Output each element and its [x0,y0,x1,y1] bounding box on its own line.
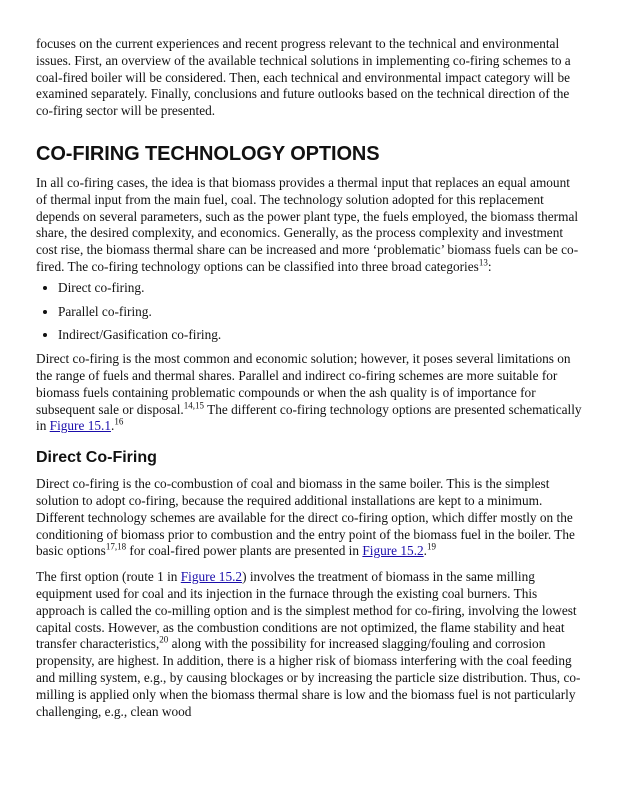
punctuation: . [423,543,427,559]
subsection-paragraph-2-mid: ) involves the treatment of biomass in the same milling equipment used for coal and its injection in the furnace through the existing coal burners. This approach is called the co-milling option and is the simplest method for co-firing, involving the lowest capital costs. However, as the combustion conditions are not optimized, the flame stability and heat transfer characteristics, [36,569,577,652]
figure-link[interactable]: Figure 15.1 [49,418,111,434]
document-page [36,36,584,720]
citation-ref: 17,18 [105,541,127,552]
subsection-paragraph-2 [36,569,584,720]
list-item: • Parallel co-firing. [58,304,584,321]
subsection-heading: Direct Co-Firing [36,449,157,467]
punctuation: . [110,418,115,434]
subsection-paragraph-2-end: along with the possibility for increased slagging/fouling and corrosion propensity, are highest. In addition, there is a higher risk of biomass interfering with the coal feeding and milling system, e.g., by causing blockages or by increasing the particle size distribution. Thus, co-milling is applied only when the biomass thermal share is low and the biomass fuel is not particularly challenging, e.g., clean wood [36,636,581,719]
figure-link[interactable]: Figure 15.2 [362,543,424,559]
list-item: • Direct co-firing. [58,280,584,297]
subsection-paragraph-2-start: The first option (route 1 in [36,569,181,585]
subsection-paragraph-1-text: Direct co-firing is the co-combustion of coal and biomass in the same boiler. This is the simplest solution to adopt co-firing, because the required additional installations are kept to a minimum. Different technology schemes are available for the direct co-firing option, which differ mostly on the conditioning of biomass prior to combustion and the entry point of the biomass fuel in the boiler. The basic options [36,476,575,559]
citation-ref: 20 [159,634,169,645]
section-paragraph-2-text: Direct co-firing is the most common and economic solution; however, it poses several limitations on the range of fuels and thermal shares. Parallel and indirect co-firing schemes are more suitable for biomass fuels containing problematic compounds or when the ash quality is of importance for subsequent sale or disposal. [36,351,571,417]
citation-ref: 14,15 [183,400,204,411]
subsection-paragraph-1 [36,476,584,560]
section-paragraph-2-mid: The different co-firing technology options are presented schematically in [36,401,582,434]
punctuation: : [487,258,492,274]
section-heading: CO-FIRING TECHNOLOGY OPTIONS [36,142,380,165]
citation-ref: 19 [427,541,436,552]
section-paragraph-1 [36,175,584,276]
subsection-paragraph-1-mid: for coal-fired power plants are presented in [126,543,363,559]
section-paragraph-1-text: In all co-firing cases, the idea is that biomass provides a thermal input that replaces an equal amount of thermal input from the main fuel, coal. The technology solution adopted for this replacement depends on several parameters, such as the power plant type, the fuels employed, the biomass thermal share, the desired complexity, and economics. Generally, as the process complexity and investment cost rise, the biomass thermal share can be increased and more ‘problematic’ biomass fuels can be co-fired. The co-firing technology options can be classified into three broad categories [36,174,579,274]
section-paragraph-2 [36,351,584,435]
citation-ref: 13 [478,257,488,268]
citation-ref: 16 [114,416,124,427]
cofiring-options-list [36,280,584,344]
figure-link[interactable]: Figure 15.2 [180,569,243,585]
list-item: • Indirect/Gasification co-firing. [58,327,584,344]
intro-paragraph: focuses on the current experiences and recent progress relevant to the technical and environmental issues. First, an overview of the available technical solutions in implementing co-firing schemes to a coal-fired boiler will be considered. Then, each technical and environmental impact category will be examined separately. Finally, conclusions and future outlooks based on the technical direction of the co-firing sector will be presented. [36,36,571,119]
